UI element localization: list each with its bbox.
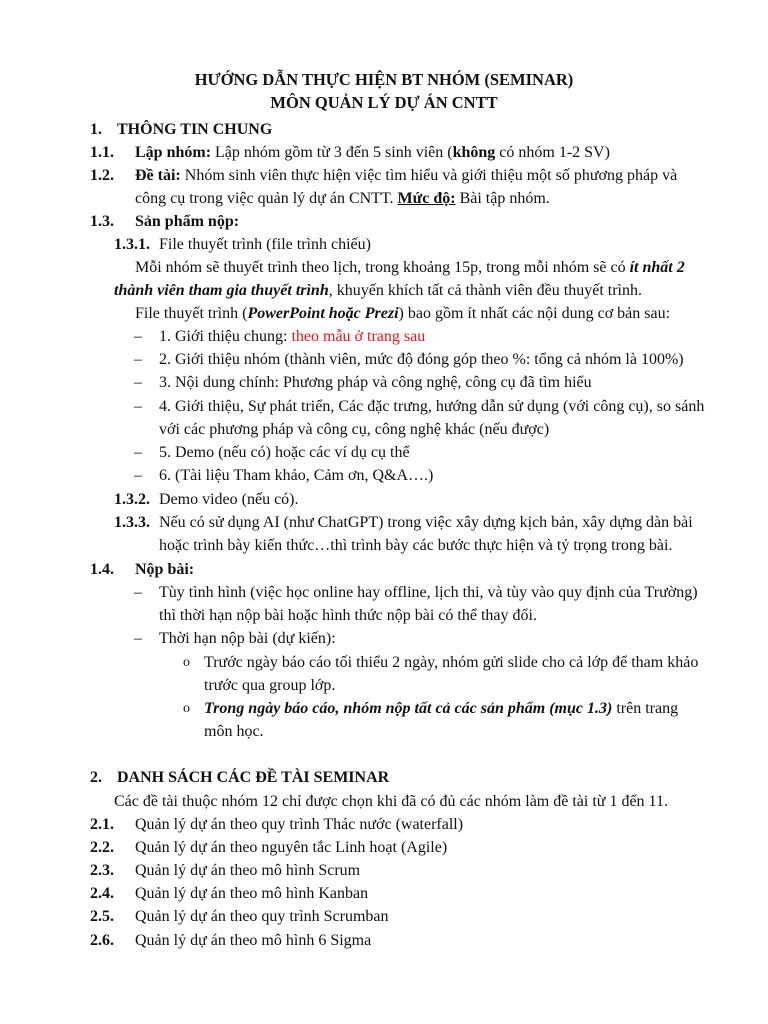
section-2-intro: Các đề tài thuộc nhóm 12 chỉ được chọn khi đã có đủ các nhóm làm đề tài từ 1 đến 11.: [114, 793, 668, 810]
bullet-dash: –: [134, 374, 142, 391]
section-1-2-text-line-2: công cụ trong việc quản lý dự án CNTT. Mức độ: Bài tập nhóm.: [135, 190, 550, 207]
section-2-heading: DANH SÁCH CÁC ĐỀ TÀI SEMINAR: [117, 769, 390, 786]
topic-item: Quản lý dự án theo mô hình Kanban: [135, 885, 369, 902]
topic-number: 2.6.: [90, 932, 114, 949]
submission-deadline: Thời hạn nộp bài (dự kiến):: [159, 630, 336, 647]
deadline-item-1-line-1: Trước ngày báo cáo tối thiểu 2 ngày, nhóm gửi slide cho cả lớp để tham khảo: [204, 654, 699, 671]
paragraph-presentation-line-2: thành viên tham gia thuyết trình, khuyến khích tất cả thành viên đều thuyết trình.: [114, 282, 642, 299]
topic-number: 2.3.: [90, 862, 114, 879]
section-1-2-text-line-1: Đề tài: Nhóm sinh viên thực hiện việc tìm hiểu và giới thiệu một số phương pháp và: [135, 167, 678, 184]
section-1-heading: THÔNG TIN CHUNG: [117, 121, 273, 138]
topic-number: 2.1.: [90, 816, 114, 833]
bullet-item-2: 2. Giới thiệu nhóm (thành viên, mức độ đóng góp theo %: tổng cả nhóm là 100%): [159, 351, 684, 368]
bullet-dash: –: [134, 398, 142, 415]
section-1-3-heading: Sản phẩm nộp:: [135, 213, 240, 230]
section-1-3-2-text: Demo video (nếu có).: [159, 491, 299, 508]
submission-note-line-2: thì thời hạn nộp bài hoặc hình thức nộp bài có thể thay đổi.: [159, 607, 537, 624]
topic-number: 2.2.: [90, 839, 114, 856]
bullet-item-4-line-2: với các phương pháp và công cụ, công nghệ khác (nếu được): [159, 421, 550, 438]
section-1-2-number: 1.2.: [90, 167, 114, 184]
topic-number: 2.4.: [90, 885, 114, 902]
bullet-dash: –: [134, 444, 142, 461]
bullet-dash: –: [134, 351, 142, 368]
section-1-1-text: Lập nhóm: Lập nhóm gồm từ 3 đến 5 sinh viên (không có nhóm 1-2 SV): [135, 144, 610, 161]
section-1-3-3-number: 1.3.3.: [114, 514, 150, 531]
submission-note-line-1: Tùy tình hình (việc học online hay offline, lịch thi, và tùy vào quy định của Trường): [159, 584, 698, 601]
section-1-3-number: 1.3.: [90, 213, 114, 230]
bullet-item-3: 3. Nội dung chính: Phương pháp và công nghệ, công cụ đã tìm hiểu: [159, 374, 592, 391]
topic-item: Quản lý dự án theo quy trình Scrumban: [135, 908, 389, 925]
section-1-3-1-text: File thuyết trình (file trình chiếu): [159, 236, 371, 253]
deadline-item-1-line-2: trước qua group lớp.: [204, 677, 336, 694]
section-1-3-3-text-line-1: Nếu có sử dụng AI (như ChatGPT) trong việc xây dựng kịch bản, xây dựng dàn bài: [159, 514, 693, 531]
paragraph-file-content: File thuyết trình (PowerPoint hoặc Prezi) bao gồm ít nhất các nội dung cơ bản sau:: [135, 305, 671, 322]
deadline-item-2-line-2: môn học.: [204, 723, 264, 740]
doc-title-line-1: HƯỚNG DẪN THỰC HIỆN BT NHÓM (SEMINAR): [194, 70, 574, 89]
section-1-4-heading: Nộp bài:: [135, 561, 195, 578]
section-1-3-3-text-line-2: hoặc trình bày kiến thức…thì trình bày các bước thực hiện và tỷ trọng trong bài.: [159, 537, 673, 554]
deadline-item-2-line-1: Trong ngày báo cáo, nhóm nộp tất cả các sản phẩm (mục 1.3) trên trang: [204, 700, 679, 717]
section-2-number: 2.: [90, 769, 102, 786]
bullet-item-1: 1. Giới thiệu chung: theo mẫu ở trang sau: [159, 328, 426, 345]
topic-item: Quản lý dự án theo nguyên tắc Linh hoạt (Agile): [135, 839, 448, 856]
topic-number: 2.5.: [90, 908, 114, 925]
section-1-1-number: 1.1.: [90, 144, 114, 161]
bullet-dash: –: [134, 467, 142, 484]
doc-title-line-2: MÔN QUẢN LÝ DỰ ÁN CNTT: [270, 93, 498, 112]
paragraph-presentation-line-1: Mỗi nhóm sẽ thuyết trình theo lịch, trong khoảng 15p, trong mỗi nhóm sẽ có ít nhất 2: [135, 259, 685, 276]
topic-item: Quản lý dự án theo mô hình Scrum: [135, 862, 361, 879]
bullet-item-4-line-1: 4. Giới thiệu, Sự phát triển, Các đặc trưng, hướng dẫn sử dụng (với công cụ), so sánh: [159, 398, 705, 415]
section-1-3-2-number: 1.3.2.: [114, 491, 150, 508]
section-1-number: 1.: [90, 121, 102, 138]
bullet-item-5: 5. Demo (nếu có) hoặc các ví dụ cụ thể: [159, 444, 410, 461]
bullet-item-6: 6. (Tài liệu Tham khảo, Cảm ơn, Q&A….): [159, 467, 434, 484]
bullet-circle: o: [183, 701, 190, 716]
bullet-dash: –: [134, 328, 142, 345]
section-1-3-1-number: 1.3.1.: [114, 236, 150, 253]
bullet-circle: o: [183, 655, 190, 670]
topic-item: Quản lý dự án theo mô hình 6 Sigma: [135, 932, 372, 949]
bullet-dash: –: [134, 584, 142, 601]
section-1-4-number: 1.4.: [90, 561, 114, 578]
bullet-dash: –: [134, 630, 142, 647]
topic-item: Quản lý dự án theo quy trình Thác nước (waterfall): [135, 816, 464, 833]
